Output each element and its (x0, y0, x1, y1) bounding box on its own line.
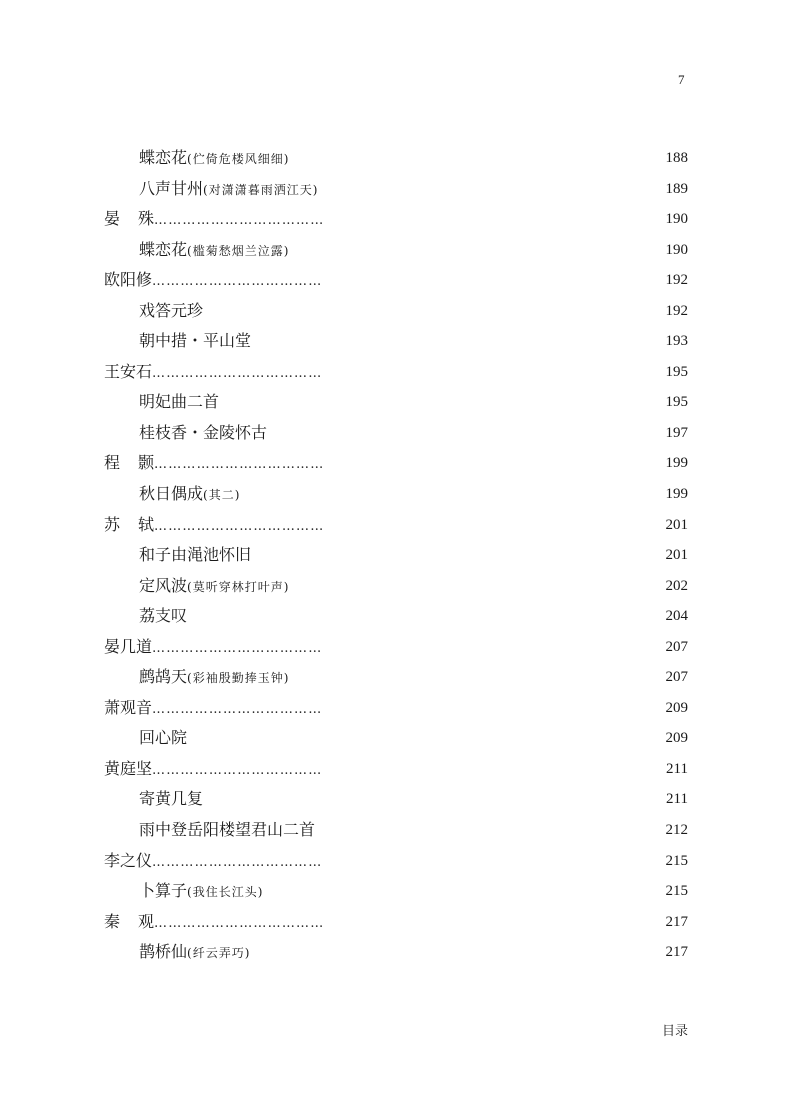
poem-title: 蝶恋花 (139, 148, 188, 167)
toc-author-row (104, 265, 688, 296)
page-ref: 207 (665, 669, 688, 686)
toc-poem-row (104, 815, 688, 846)
poem-title: 定风波 (139, 575, 188, 595)
author-name: 黄庭坚 (104, 758, 153, 778)
page-ref: 201 (665, 516, 688, 533)
toc-poem-row (104, 143, 688, 174)
toc-author-row (104, 754, 688, 785)
page-ref: 192 (665, 272, 688, 289)
toc-author-row (104, 693, 688, 724)
poem-title: 鹊桥仙 (139, 942, 188, 962)
leader-dots: ……………………………… (152, 365, 323, 381)
author-name-part: 轼 (138, 514, 155, 534)
poem-subtitle: (对潇潇暮雨洒江天) (203, 182, 319, 197)
author-name-part: 苏 (104, 514, 121, 534)
poem-title: 八声甘州 (139, 178, 204, 198)
toc-poem-row (104, 571, 688, 602)
poem-subtitle: (其二) (203, 488, 241, 503)
toc-poem-row (104, 662, 688, 693)
toc-poem-row (104, 723, 688, 754)
author-name (104, 204, 154, 235)
page-ref: 201 (665, 547, 688, 564)
page-ref: 192 (665, 302, 688, 319)
leader-dots: ……………………………… (154, 518, 325, 534)
poem-title: 鹧鸪天 (139, 667, 188, 687)
page-ref: 217 (665, 913, 688, 930)
page-ref: 199 (665, 486, 688, 503)
toc-poem-row (104, 937, 688, 968)
poem-subtitle: (彩袖殷勤捧玉钟) (187, 671, 290, 686)
author-name-part: 观 (138, 911, 155, 931)
poem-title: 朝中措・平山堂 (139, 331, 252, 351)
author-name: 李之仪 (104, 850, 153, 870)
page-number: 7 (678, 72, 685, 87)
author-name-part: 殊 (138, 209, 155, 229)
poem-subtitle: (纤云弄巧) (187, 946, 251, 961)
poem-subtitle: (伫倚危楼风细细) (187, 152, 290, 166)
author-name-part: 颢 (138, 453, 155, 473)
poem-title: 桂枝香・金陵怀古 (139, 422, 268, 442)
author-name (104, 510, 154, 541)
page-ref: 204 (665, 608, 688, 625)
page-ref: 202 (665, 577, 688, 594)
toc-author-row (104, 204, 688, 235)
leader-dots: ……………………………… (154, 457, 325, 473)
author-name (104, 448, 154, 479)
page-ref: 190 (665, 211, 688, 228)
poem-title: 秋日偶成 (139, 484, 204, 504)
poem-subtitle: (我住长江头) (187, 885, 264, 900)
page-ref: 215 (665, 852, 688, 869)
toc-poem-row (104, 540, 688, 571)
leader-dots: ……………………………… (154, 915, 325, 931)
page-ref: 195 (665, 363, 688, 380)
page-ref: 209 (665, 699, 688, 716)
author-name (104, 907, 154, 938)
page-ref: 211 (666, 791, 688, 808)
toc-poem-row (104, 174, 688, 205)
page-ref: 209 (665, 730, 688, 747)
poem-subtitle: (莫听穿林打叶声) (187, 579, 290, 594)
toc-author-row (104, 510, 688, 541)
page-ref: 193 (665, 333, 688, 350)
table-of-contents (104, 143, 688, 968)
page-ref: 199 (665, 455, 688, 472)
toc-author-row (104, 632, 688, 663)
poem-subtitle: (槛菊愁烟兰泣露) (187, 243, 290, 258)
page-ref: 188 (665, 150, 688, 166)
toc-poem-row (104, 876, 688, 907)
page-ref: 189 (665, 180, 688, 197)
leader-dots: ……………………………… (152, 701, 323, 717)
toc-poem-row (104, 235, 688, 266)
leader-dots: ……………………………… (152, 854, 323, 870)
page-ref: 197 (665, 424, 688, 441)
toc-poem-row (104, 601, 688, 632)
toc-poem-row (104, 784, 688, 815)
author-name: 欧阳修 (104, 270, 153, 290)
poem-title: 荔支叹 (139, 606, 188, 626)
page-ref: 190 (665, 241, 688, 258)
toc-poem-row (104, 326, 688, 357)
author-name: 王安石 (104, 361, 153, 381)
toc-author-row (104, 448, 688, 479)
leader-dots: ……………………………… (152, 762, 323, 778)
leader-dots: ……………………………… (154, 213, 325, 229)
page-ref: 211 (666, 760, 688, 777)
author-name: 萧观音 (104, 697, 153, 717)
poem-title: 寄黄几复 (139, 789, 204, 809)
page-ref: 195 (665, 394, 688, 411)
poem-title: 戏答元珍 (139, 300, 204, 320)
poem-title: 和子由渑池怀旧 (139, 545, 252, 565)
page-ref: 212 (665, 822, 688, 839)
toc-author-row (104, 907, 688, 938)
poem-title: 回心院 (139, 728, 188, 748)
leader-dots: ……………………………… (152, 640, 323, 656)
poem-title: 明妃曲二首 (139, 392, 220, 412)
leader-dots: ……………………………… (152, 274, 323, 290)
toc-author-row (104, 846, 688, 877)
page-ref: 207 (665, 638, 688, 655)
toc-poem-row (104, 387, 688, 418)
toc-poem-row (104, 479, 688, 510)
toc-poem-row (104, 418, 688, 449)
toc-author-row (104, 357, 688, 388)
author-name-part: 秦 (104, 911, 121, 931)
author-name-part: 晏 (104, 209, 121, 229)
page-ref: 217 (665, 944, 688, 961)
toc-poem-row (104, 296, 688, 327)
footer-section-label: 目录 (662, 1024, 689, 1039)
author-name-part: 程 (104, 453, 121, 473)
page-ref: 215 (665, 883, 688, 900)
poem-title: 卜算子 (139, 881, 188, 901)
poem-title: 雨中登岳阳楼望君山二首 (139, 820, 316, 840)
author-name: 晏几道 (104, 636, 153, 656)
poem-title: 蝶恋花 (139, 239, 188, 259)
